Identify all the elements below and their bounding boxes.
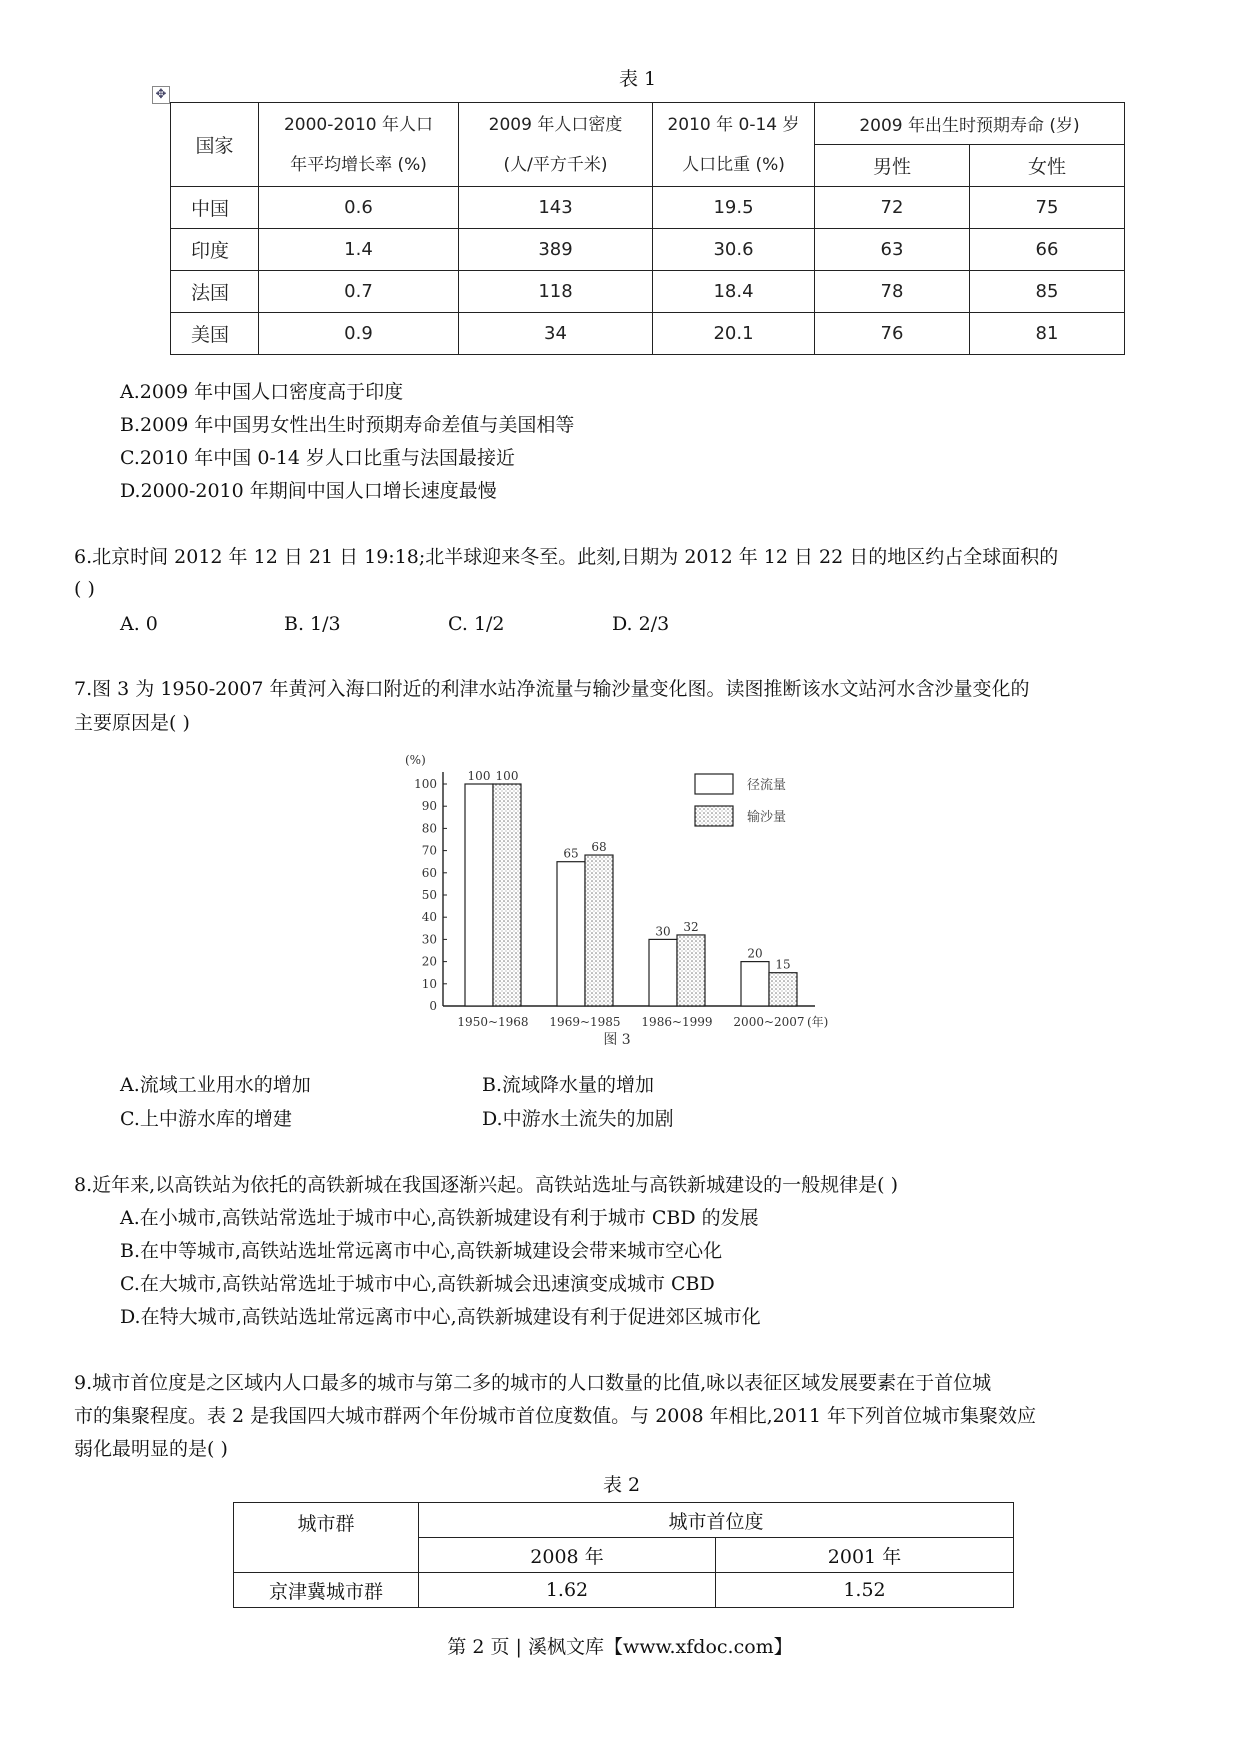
q7-option-c: C.上中游水库的增建: [120, 1108, 292, 1130]
table1: [170, 102, 1125, 355]
q5-option-b: B.2009 年中国男女性出生时预期寿命差值与美国相等: [120, 414, 575, 436]
bar-data-label: 68: [591, 840, 607, 855]
q9-stem-line2: 市的集聚程度。表 2 是我国四大城市群两个年份城市首位度数值。与 2008 年相比,2011 年下列首位城市集聚效应: [74, 1405, 1037, 1427]
chart-title: 图 3: [603, 1032, 631, 1048]
legend-swatch: [695, 774, 733, 794]
y-tick-label: 50: [421, 888, 437, 902]
legend-label: 径流量: [747, 778, 787, 793]
y-tick-label: 100: [414, 777, 437, 791]
table-row: 印度 1.4 389 30.6 63 66: [171, 229, 1125, 271]
q8-option-d: D.在特大城市,高铁站选址常远离市中心,高铁新城建设有利于促进郊区城市化: [120, 1306, 761, 1328]
x-tick-label: 2000~2007: [733, 1015, 805, 1029]
legend-label: 输沙量: [747, 810, 787, 825]
q5-option-c: C.2010 年中国 0-14 岁人口比重与法国最接近: [120, 447, 516, 469]
bar-data-label: 30: [655, 924, 671, 939]
header-child-ratio: 2010 年 0-14 岁 人口比重 (%): [653, 103, 815, 187]
q9-stem-line3: 弱化最明显的是( ): [74, 1438, 228, 1460]
x-tick-label: 1986~1999: [641, 1015, 713, 1029]
bar-runoff: [465, 784, 493, 1006]
x-tick-label: 1969~1985: [549, 1015, 621, 1029]
q8-option-c: C.在大城市,高铁站常选址于城市中心,高铁新城会迅速演变成城市 CBD: [120, 1273, 715, 1295]
bar-data-label: 100: [467, 769, 491, 783]
bar-data-label: 32: [683, 919, 699, 934]
q7-stem-line2: 主要原因是( ): [74, 712, 190, 734]
x-tick-label: 1950~1968: [457, 1015, 529, 1029]
header-density: 2009 年人口密度 (人/平方千米): [459, 103, 653, 187]
q7-option-a: A.流域工业用水的增加: [120, 1074, 311, 1096]
q5-option-d: D.2000-2010 年期间中国人口增长速度最慢: [120, 480, 497, 502]
table2: [233, 1502, 1014, 1608]
table2-header-group: 城市群: [234, 1503, 419, 1573]
q7-option-b: B.流域降水量的增加: [482, 1074, 655, 1096]
runoff-sediment-chart: [395, 752, 875, 1062]
q6-option-c: C. 1/2: [448, 613, 505, 635]
q6-option-d: D. 2/3: [612, 613, 670, 635]
header-growth: 2000-2010 年人口 年平均增长率 (%): [259, 103, 459, 187]
q6-option-a: A. 0: [120, 613, 158, 635]
y-tick-label: 60: [421, 865, 437, 880]
table-row: 法国 0.7 118 18.4 78 85: [171, 271, 1125, 313]
bar-data-label: 20: [747, 946, 763, 961]
header-life-expectancy: 2009 年出生时预期寿命 (岁): [815, 103, 1125, 145]
y-tick-label: 0: [429, 999, 437, 1013]
q6-stem-line1: 6.北京时间 2012 年 12 日 21 日 19:18;北半球迎来冬至。此刻,日期为 2012 年 12 日 22 日的地区约占全球面积的: [74, 546, 1059, 568]
q7-option-d: D.中游水土流失的加剧: [482, 1108, 674, 1130]
q6-option-b: B. 1/3: [284, 613, 341, 635]
table2-caption: 表 2: [603, 1474, 641, 1496]
chart-ylabel: (%): [405, 753, 426, 767]
table-row: 美国 0.9 34 20.1 76 81: [171, 313, 1125, 355]
q7-stem-line1: 7.图 3 为 1950-2007 年黄河入海口附近的利津水站净流量与输沙量变化图。读图推断该水文站河水含沙量变化的: [74, 678, 1030, 700]
header-country: 国家: [171, 103, 259, 187]
q9-stem-line1: 9.城市首位度是之区域内人口最多的城市与第二多的城市的人口数量的比值,咏以表征区域发展要素在于首位城: [74, 1372, 992, 1394]
table-move-handle-icon[interactable]: ✥: [152, 86, 170, 104]
table2-header-year1: 2008 年: [419, 1538, 716, 1573]
q6-stem-line2: ( ): [74, 578, 95, 600]
y-tick-label: 40: [421, 910, 437, 925]
table2-header-year2: 2001 年: [716, 1538, 1014, 1573]
bar-data-label: 15: [775, 957, 791, 972]
q8-option-b: B.在中等城市,高铁站选址常远离市中心,高铁新城建设会带来城市空心化: [120, 1240, 723, 1262]
q5-option-a: A.2009 年中国人口密度高于印度: [120, 381, 404, 403]
y-tick-label: 90: [421, 799, 437, 814]
table1-caption: 表 1: [619, 68, 657, 90]
q8-option-a: A.在小城市,高铁站常选址于城市中心,高铁新城建设有利于城市 CBD 的发展: [120, 1207, 759, 1229]
bar-data-label: 100: [495, 769, 519, 783]
bar-sediment: [769, 973, 797, 1006]
q8-stem: 8.近年来,以高铁站为依托的高铁新城在我国逐渐兴起。高铁站选址与高铁新城建设的一般规律是( ): [74, 1174, 899, 1196]
page-footer: 第 2 页 | 溪枫文库【www.xfdoc.com】: [447, 1636, 793, 1658]
table2-header-main: 城市首位度: [419, 1503, 1014, 1538]
table-row: 中国 0.6 143 19.5 72 75: [171, 187, 1125, 229]
y-tick-label: 80: [421, 821, 437, 836]
table-row: 京津冀城市群 1.62 1.52: [234, 1573, 1014, 1608]
bar-sediment: [493, 784, 521, 1006]
header-female: 女性: [970, 145, 1125, 187]
bar-sediment: [585, 855, 613, 1006]
y-tick-label: 70: [421, 843, 437, 858]
y-tick-label: 30: [421, 932, 437, 947]
y-tick-label: 10: [421, 976, 437, 991]
header-male: 男性: [815, 145, 970, 187]
y-tick-label: 20: [421, 954, 437, 969]
bar-runoff: [557, 862, 585, 1006]
bar-runoff: [649, 939, 677, 1006]
bar-runoff: [741, 962, 769, 1006]
bar-data-label: 65: [563, 846, 579, 861]
chart-xlabel: (年): [807, 1015, 829, 1029]
legend-swatch: [695, 806, 733, 826]
bar-sediment: [677, 935, 705, 1006]
